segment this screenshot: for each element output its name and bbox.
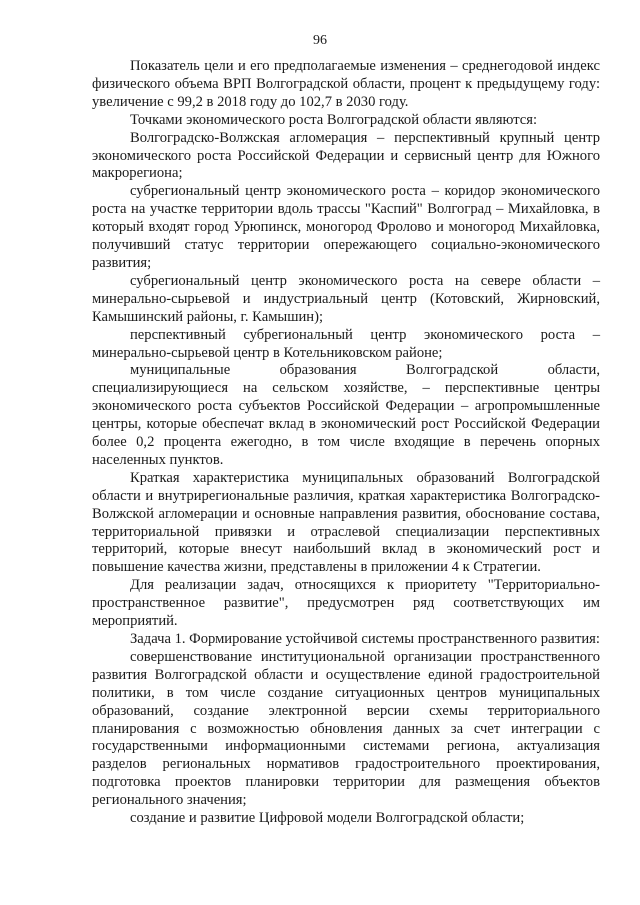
paragraph-subregional-north: субрегиональный центр экономического роста на севере области – минерально-сырьевой и индустриальный центр (Котовский, Жирновский, Камышинский районы, г. Камышин); bbox=[92, 272, 600, 325]
paragraph-growth-points-intro: Точками экономического роста Волгоградской области являются: bbox=[130, 111, 538, 128]
paragraph-task-1: Задача 1. Формирование устойчивой системы пространственного развития: bbox=[130, 631, 600, 647]
paragraph-agricultural-municipalities: муниципальные образования Волгоградской области, специализирующиеся на сельском хозяйстве, – перспективные центры экономического роста субъектов Российской Федерации – агропромышленные центры, которые обеспечат вклад в экономический рост Российской Федерации более 0,2 процента ежегодно, в том числе входящие в перечень опорных населенных пунктов. bbox=[92, 362, 600, 468]
paragraph-agglomeration: Волгоградско-Волжская агломерация – перспективный крупный центр экономического роста Российской Федерации и сервисный центр для Южного макрорегиона; bbox=[92, 129, 600, 182]
paragraph-institutional-improvement: совершенствование институциональной организации пространственного развития Волгоградской области и осуществление единой градостроительной политики, в том числе создание ситуационных центров муниципальных образований, создание электронной версии схемы территориального планирования с возможностью обновления данных за счет интеграции с государственными информационными системами региона, актуализация разделов региональных нормативов градостроительного проектирования, подготовка проектов планировки территории для размещения объектов регионального значения; bbox=[92, 648, 600, 809]
paragraph-subregional-kotelnikovo: перспективный субрегиональный центр экономического роста – минерально-сырьевой центр в Котельниковском районе; bbox=[92, 326, 600, 361]
document-body bbox=[92, 58, 600, 828]
paragraph-digital-model: создание и развитие Цифровой модели Волгоградской области; bbox=[130, 810, 525, 827]
page-number: 96 bbox=[313, 33, 327, 48]
paragraph-subregional-corridor: субрегиональный центр экономического роста – коридор экономического роста на участке территории вдоль трассы "Каспий" Волгоград – Михайловка, в который входят город Урюпинск, моногород Фролово и моногород Михайловка, получивший статус территории опережающего социально-экономического развития; bbox=[92, 183, 600, 271]
paragraph-appendix-reference: Краткая характеристика муниципальных образований Волгоградской области и внутрирегиональные различия, краткая характеристика Волгоградско-Волжской агломерации и основные направления развития, обоснование состава, территориальной привязки и отраслевой специализации перспективных территорий, которые внесут наибольший вклад в экономический рост и повышение качества жизни, представлены в приложении 4 к Стратегии. bbox=[92, 469, 600, 576]
paragraph-goal-indicator: Показатель цели и его предполагаемые изменения – среднегодовой индекс физического объема ВРП Волгоградской области, процент к предыдущему году: увеличение с 99,2 в 2018 году до 102,7 в 2030 году. bbox=[92, 58, 600, 110]
paragraph-measures-intro: Для реализации задач, относящихся к приоритету "Территориально-пространственное развитие", предусмотрен ряд соответствующих им мероприятий. bbox=[92, 577, 600, 630]
